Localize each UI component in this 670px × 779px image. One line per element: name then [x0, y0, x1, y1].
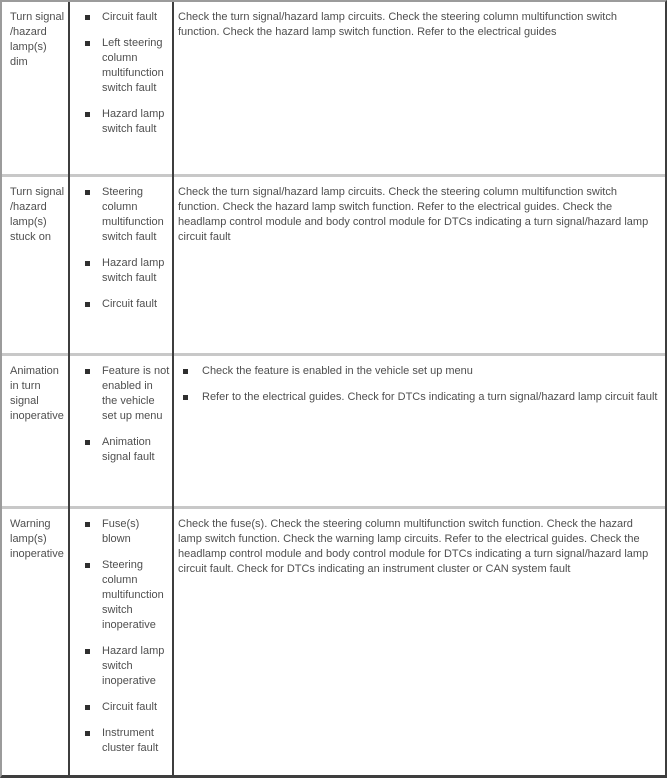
row-divider: [2, 174, 665, 177]
actions-cell: [172, 2, 665, 177]
symptom-text: Turn signal /hazard lamp(s) dim: [10, 11, 65, 68]
symptom-text: Animation in turn signal inoperative: [10, 365, 64, 422]
causes-cell: [70, 509, 172, 775]
column-divider: [68, 2, 70, 775]
cause-text: Circuit fault: [102, 701, 158, 713]
cause-item: [85, 364, 170, 424]
square-bullet-icon: [85, 261, 90, 266]
cause-text: Steering column multifunction switch fault: [102, 186, 164, 243]
square-bullet-icon: [85, 112, 90, 117]
cause-item: [85, 297, 170, 312]
action-text: Check the feature is enabled in the vehicle set up menu: [202, 365, 473, 377]
square-bullet-icon: [85, 369, 90, 374]
cause-item: [85, 107, 170, 137]
actions-paragraph: Check the turn signal/hazard lamp circuits. Check the steering column multifunction switch function. Check the hazard lamp switch function. Refer to the electrical guides: [178, 11, 617, 38]
cause-item: [85, 10, 170, 25]
symptom-text: Warning lamp(s) inoperative: [10, 518, 64, 560]
cause-text: Circuit fault: [102, 298, 158, 310]
cause-item: [85, 256, 170, 286]
actions-paragraph: Check the fuse(s). Check the steering column multifunction switch function. Check the hazard lamp switch function. Check the warning lamp circuits. Refer to the electrical guides. Check the headlamp control module and body control module for DTCs indicating a turn signal/hazard lamp circuit fault. Check for DTCs indicating an instrument cluster or CAN system fault: [178, 518, 649, 575]
cause-text: Instrument cluster fault: [102, 727, 159, 754]
action-item: [183, 390, 658, 405]
cause-text: Hazard lamp switch fault: [102, 257, 165, 284]
action-text: Refer to the electrical guides. Check for DTCs indicating a turn signal/hazard lamp circuit fault: [202, 391, 658, 403]
actions-cell: [172, 177, 665, 356]
symptom-cell: [2, 356, 70, 509]
square-bullet-icon: [85, 705, 90, 710]
cause-text: Feature is not enabled in the vehicle set up menu: [102, 365, 170, 422]
diagnostics-table-grid: [2, 2, 665, 775]
square-bullet-icon: [85, 731, 90, 736]
actions-paragraph: Check the turn signal/hazard lamp circuits. Check the steering column multifunction switch function. Check the hazard lamp switch function. Refer to the electrical guides. Check the headlamp control module and body control module for DTCs indicating a turn signal/hazard lamp circuit fault: [178, 186, 649, 243]
cause-item: [85, 726, 170, 756]
symptom-cell: [2, 509, 70, 775]
cause-text: Steering column multifunction switch inoperative: [102, 559, 164, 631]
cause-item: [85, 36, 170, 96]
column-divider: [172, 2, 174, 775]
cause-item: [85, 644, 170, 689]
square-bullet-icon: [183, 369, 188, 374]
cause-item: [85, 700, 170, 715]
cause-text: Animation signal fault: [102, 436, 155, 463]
square-bullet-icon: [85, 41, 90, 46]
square-bullet-icon: [85, 563, 90, 568]
causes-cell: [70, 356, 172, 509]
cause-item: [85, 185, 170, 245]
cause-text: Hazard lamp switch fault: [102, 108, 165, 135]
row-divider: [2, 506, 665, 509]
symptom-cell: [2, 2, 70, 177]
cause-item: [85, 558, 170, 633]
causes-cell: [70, 177, 172, 356]
action-item: [183, 364, 658, 379]
square-bullet-icon: [85, 522, 90, 527]
cause-text: Circuit fault: [102, 11, 158, 23]
cause-item: [85, 517, 170, 547]
symptom-text: Turn signal /hazard lamp(s) stuck on: [10, 186, 65, 243]
row-divider: [2, 353, 665, 356]
cause-item: [85, 435, 170, 465]
cause-text: Left steering column multifunction switch fault: [102, 37, 164, 94]
square-bullet-icon: [85, 302, 90, 307]
cause-text: Fuse(s) blown: [102, 518, 140, 545]
causes-cell: [70, 2, 172, 177]
square-bullet-icon: [183, 395, 188, 400]
square-bullet-icon: [85, 15, 90, 20]
actions-cell: [172, 509, 665, 775]
symptom-cell: [2, 177, 70, 356]
cause-text: Hazard lamp switch inoperative: [102, 645, 165, 687]
square-bullet-icon: [85, 440, 90, 445]
actions-cell: [172, 356, 665, 509]
square-bullet-icon: [85, 649, 90, 654]
square-bullet-icon: [85, 190, 90, 195]
